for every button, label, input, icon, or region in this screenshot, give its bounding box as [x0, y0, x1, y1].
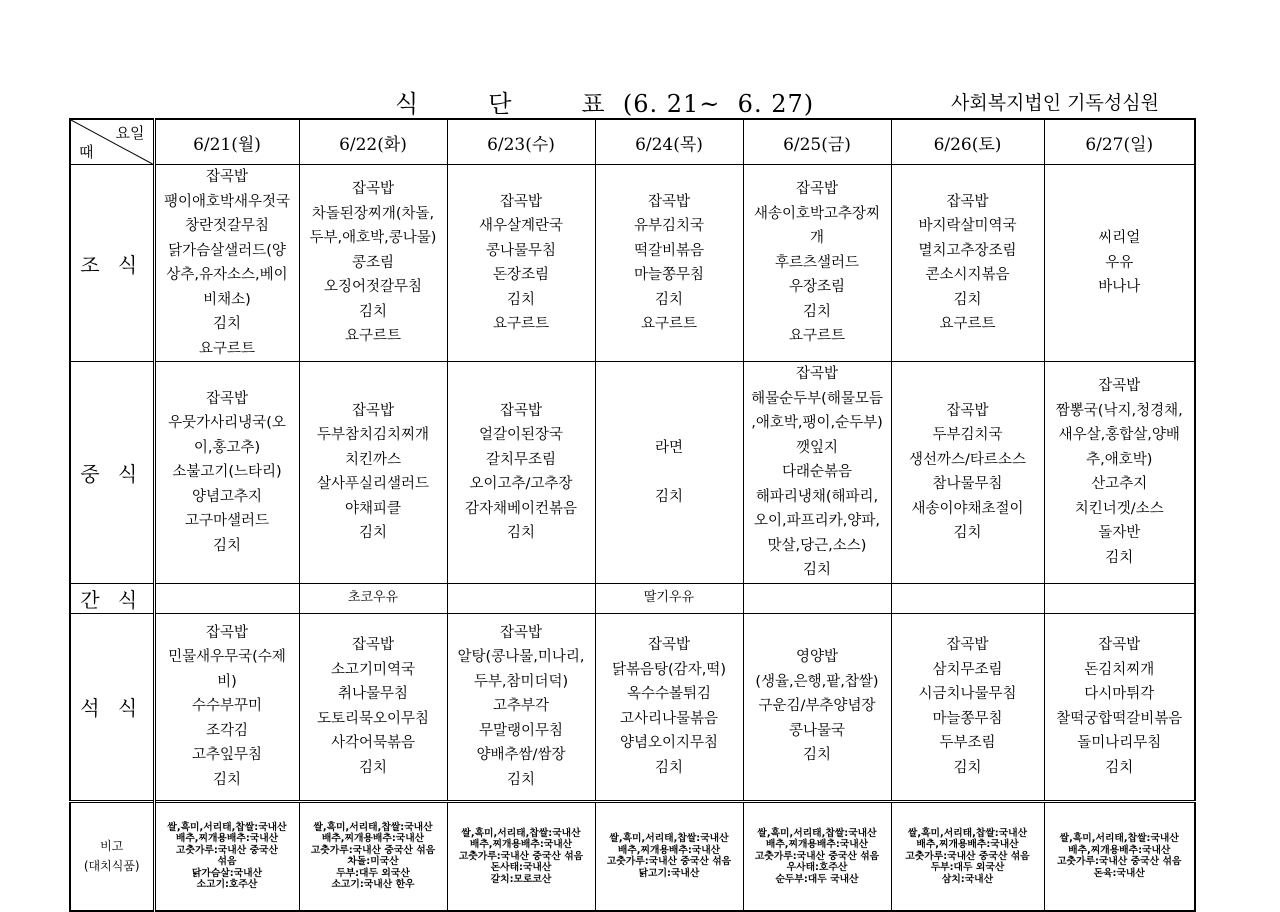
- menu-item: [596, 460, 743, 485]
- menu-item: 잡곡밥: [1098, 637, 1141, 653]
- origin-label-line: (대치식품): [83, 859, 140, 874]
- lunch-cell: [299, 362, 447, 584]
- menu-item: 고사리나물볶음: [619, 710, 719, 727]
- origin-label: [70, 801, 154, 911]
- lunch-cell: [743, 362, 891, 584]
- menu-item: 다시마튀각: [1084, 686, 1155, 702]
- menu-item: 김치: [654, 488, 683, 505]
- menu-item: 잡곡밥: [351, 181, 395, 198]
- origin-line: 쌀,흑미,서리태,찹쌀:국내산: [461, 827, 581, 839]
- menu-item: 양배추쌈/쌈장: [476, 747, 566, 764]
- breakfast-label: 조 식: [70, 165, 154, 362]
- menu-item: 찰떡궁합떡갈비볶음: [1056, 710, 1183, 727]
- menu-item: 김치: [953, 759, 982, 776]
- menu-item: 잡곡밥: [205, 390, 249, 407]
- menu-item: 닭볶음탕(감자,떡): [612, 661, 726, 678]
- menu-item: 깻잎지: [795, 439, 839, 456]
- menu-item: 시금치나물무침: [918, 686, 1017, 702]
- menu-item: 돌미나리무침: [1077, 735, 1162, 751]
- menu-item: 김치: [212, 537, 241, 554]
- day-header: 6/21(월): [154, 119, 299, 165]
- lunch-label: 중 식: [70, 362, 154, 584]
- day-header: 6/23(수): [447, 119, 595, 165]
- menu-item: 창란젓갈무침: [184, 218, 270, 234]
- origin-line: 갈치:모로코산: [490, 873, 552, 885]
- menu-item: 닭가슴살샐러드(양: [168, 242, 286, 259]
- menu-table: [69, 118, 1196, 912]
- origin-cell: [447, 801, 595, 911]
- menu-item: 떡갈비볶음: [633, 242, 705, 259]
- menu-item: 돈김치찌개: [1084, 661, 1155, 678]
- menu-item: 수수부꾸미: [191, 698, 263, 715]
- menu-item: 팽이애호박새우젓국: [163, 193, 291, 210]
- lunch-cell: [1044, 362, 1195, 584]
- menu-item: 콩나물무침: [485, 242, 557, 259]
- menu-item: 우유: [1105, 254, 1134, 271]
- breakfast-cell: [154, 165, 299, 362]
- origin-line: 순두부:대두 국내산: [775, 873, 859, 885]
- menu-item: 김치: [358, 759, 387, 776]
- menu-item: 바지락살미역국: [918, 218, 1017, 234]
- day-header: 6/22(화): [299, 119, 447, 165]
- menu-item: 바나나: [1098, 279, 1141, 296]
- menu-item: 소불고기(느타리): [172, 464, 282, 480]
- menu-item: 비채소): [203, 291, 251, 308]
- origin-line: 고춧가루:국내산 중국산 섞음: [1057, 856, 1182, 868]
- origin-line: 배추,찌개용배추:국내산: [321, 833, 425, 845]
- breakfast-cell: [447, 165, 595, 362]
- corner-cell: [70, 119, 154, 165]
- origin-line: 고춧가루:국내산 중국산 섞음: [606, 856, 732, 868]
- menu-item: 김치: [802, 747, 831, 764]
- menu-item: 잡곡밥: [795, 181, 839, 198]
- menu-item: 김치: [212, 771, 241, 788]
- menu-item: 잡곡밥: [795, 366, 839, 382]
- menu-item: 새송이야채초절이: [911, 500, 1024, 517]
- menu-item: 멸치고추장조림: [918, 242, 1017, 259]
- dinner-cell: [447, 613, 595, 801]
- organization-name: 사회복지법인 기독성심원: [951, 92, 1159, 114]
- dinner-cell: [299, 613, 447, 801]
- menu-item: 우뭇가사리냉국(오: [168, 415, 286, 431]
- menu-item: 콘소시지볶음: [925, 267, 1010, 283]
- menu-item: 삼치무조림: [932, 661, 1003, 678]
- menu-item: 잡곡밥: [647, 637, 691, 653]
- origin-cell: [743, 801, 891, 911]
- header-row: [70, 119, 1195, 165]
- menu-item: 잡곡밥: [205, 624, 249, 641]
- menu-item: 새송이호박고추장찌: [753, 205, 881, 222]
- menu-item: 해물순두부(해물모듬: [751, 390, 883, 407]
- origin-cell: [891, 801, 1044, 911]
- menu-item: 맛살,당근,소스): [767, 537, 867, 554]
- day-header: 6/26(토): [891, 119, 1044, 165]
- menu-item: 잡곡밥: [946, 637, 989, 653]
- snack-cell: [154, 583, 299, 613]
- dinner-cell: [595, 613, 743, 801]
- menu-item: 씨리얼: [1098, 230, 1141, 247]
- snack-cell: [743, 583, 891, 613]
- menu-item: 두부,참미더덕): [473, 673, 569, 690]
- menu-item: 두부참치김치찌개: [316, 427, 430, 444]
- menu-item: 잡곡밥: [1098, 378, 1141, 395]
- menu-item: 요구르트: [344, 328, 402, 345]
- menu-item: 김치: [953, 291, 982, 308]
- dinner-cell: [891, 613, 1044, 801]
- menu-item: 돈장조림: [492, 267, 550, 283]
- origin-line: 쌀,흑미,서리태,찹쌀:국내산: [757, 827, 877, 839]
- dinner-cell: [154, 613, 299, 801]
- origin-line: 쌀,흑미,서리태,찹쌀:국내산: [609, 833, 729, 845]
- origin-line: 닭가슴살:국내산: [191, 867, 263, 879]
- page-title: 식 단 표 (6. 21~ 6. 27): [395, 90, 815, 118]
- menu-item: 잡곡밥: [499, 402, 543, 419]
- lunch-cell: [447, 362, 595, 584]
- origin-line: 차돌:미국산: [347, 856, 399, 868]
- menu-item: 살사푸실리샐러드: [316, 476, 430, 493]
- origin-line: 배추,찌개용배추:국내산: [469, 839, 573, 850]
- menu-item: 잡곡밥: [946, 402, 989, 419]
- menu-item: 김치: [802, 562, 831, 578]
- breakfast-cell: [595, 165, 743, 362]
- menu-item: 잡곡밥: [946, 193, 989, 210]
- menu-item: 옥수수볼튀김: [626, 686, 712, 702]
- breakfast-cell: [1044, 165, 1195, 362]
- menu-item: 다래순볶음: [781, 464, 853, 480]
- menu-item: 후르츠샐러드: [774, 254, 860, 271]
- menu-item: 김치: [506, 525, 535, 542]
- origin-label-line: 비고: [100, 839, 124, 854]
- origin-line: 쌀,흑미,서리태,찹쌀:국내산: [313, 821, 433, 833]
- menu-item: 영양밥: [795, 649, 839, 666]
- menu-item: 새우살,홍합살,양배: [1058, 427, 1180, 444]
- origin-line: 배추,찌개용배추:국내산: [916, 839, 1019, 850]
- menu-item: 라면: [654, 439, 683, 456]
- menu-item: (생율,은행,팥,찹쌀): [755, 673, 879, 690]
- origin-cell: [1044, 801, 1195, 911]
- menu-item: 고추잎무침: [191, 747, 263, 764]
- origin-line: 돈육:국내산: [1093, 867, 1145, 879]
- breakfast-cell: [299, 165, 447, 362]
- menu-item: 참나물무침: [932, 476, 1003, 493]
- menu-item: 해파리냉채(해파리,: [755, 488, 879, 505]
- origin-cell: [154, 801, 299, 911]
- lunch-cell: [891, 362, 1044, 584]
- menu-item: 생선까스/타르소스: [909, 451, 1026, 468]
- menu-item: 콩나물국: [788, 722, 846, 739]
- menu-item: 치킨너겟/소스: [1074, 500, 1164, 517]
- menu-item: 김치: [1105, 549, 1134, 566]
- menu-item: 잡곡밥: [205, 169, 249, 185]
- menu-item: 잡곡밥: [647, 193, 691, 210]
- dinner-cell: [1044, 613, 1195, 801]
- origin-cell: [595, 801, 743, 911]
- origin-line: 고춧가루:국내산 중국산 섞음: [458, 850, 584, 862]
- menu-item: 고추부각: [492, 698, 550, 715]
- snack-label: 간 식: [70, 583, 154, 613]
- origin-line: 배추,찌개용배추:국내산: [617, 844, 721, 856]
- lunch-cell: [595, 362, 743, 584]
- origin-line: 소고기:국내산 한우: [331, 879, 415, 891]
- menu-item: 콩조림: [351, 254, 395, 271]
- menu-item: 상추,유자소스,베이: [166, 267, 288, 283]
- origin-line: 배추,찌개용배추:국내산: [765, 839, 869, 850]
- origin-line: 배추,찌개용배추:국내산: [1068, 844, 1171, 856]
- menu-item: 오징어젓갈무침: [323, 279, 423, 296]
- menu-item: 두부,애호박,콩나물): [309, 230, 437, 247]
- origin-line: 고춧가루:국내산 중국산 섞음: [310, 844, 436, 856]
- day-header: 6/25(금): [743, 119, 891, 165]
- menu-item: 김치: [358, 303, 387, 320]
- menu-item: 김치: [212, 316, 241, 332]
- dinner-row: [70, 613, 1195, 801]
- menu-item: 차돌된장찌개(차돌,: [311, 205, 435, 222]
- menu-item: 도토리묵오이무침: [316, 710, 430, 727]
- menu-item: 김치: [953, 525, 982, 542]
- origin-line: 쌀,흑미,서리태,찹쌀:국내산: [1059, 833, 1179, 845]
- menu-item: 돌자반: [1098, 525, 1141, 542]
- menu-item: 김치: [506, 291, 535, 308]
- menu-item: 감자채베이컨볶음: [464, 500, 578, 517]
- menu-item: 잡곡밥: [351, 402, 395, 419]
- origin-line: 고춧가루:국내산 중국산: [176, 844, 278, 856]
- dinner-label: 석 식: [70, 613, 154, 801]
- menu-item: 김치: [654, 759, 683, 776]
- menu-item: 양념오이지무침: [619, 735, 719, 751]
- menu-item: 얼갈이된장국: [478, 427, 564, 444]
- breakfast-cell: [743, 165, 891, 362]
- menu-item: 야채피클: [344, 500, 402, 517]
- corner-meal-label: 때: [79, 143, 94, 161]
- origin-line: 배추,찌개용배추:국내산: [175, 833, 279, 845]
- menu-item: 김치: [802, 303, 831, 320]
- menu-item: 새우살계란국: [478, 218, 564, 234]
- origin-line: 두부:대두 외국산: [336, 867, 410, 879]
- snack-row: [70, 583, 1195, 613]
- menu-item: 두부김치국: [932, 427, 1003, 444]
- menu-item: 무말랭이무침: [478, 722, 564, 739]
- origin-line: 닭고기:국내산: [638, 867, 700, 879]
- day-header: 6/27(일): [1044, 119, 1195, 165]
- menu-item: 개: [809, 230, 824, 247]
- origin-cell: [299, 801, 447, 911]
- menu-item: 갈치무조림: [485, 451, 557, 468]
- menu-item: 요구르트: [788, 328, 846, 345]
- day-header: 6/24(목): [595, 119, 743, 165]
- menu-item: 김치: [358, 525, 387, 542]
- menu-item: 김치: [506, 771, 535, 788]
- origin-line: 돈사태:국내산: [490, 862, 552, 873]
- menu-item: 취나물무침: [337, 686, 409, 702]
- origin-line: 쌀,흑미,서리태,찹쌀:국내산: [907, 827, 1028, 839]
- menu-item: ,애호박,팽이,순두부): [751, 415, 883, 431]
- dinner-cell: [743, 613, 891, 801]
- origin-line: 삼치:국내산: [941, 873, 994, 885]
- menu-item: 비): [217, 673, 237, 690]
- menu-item: 구운김/부추양념장: [758, 698, 876, 715]
- menu-item: 잡곡밥: [499, 624, 543, 641]
- menu-item: 소고기미역국: [330, 661, 416, 678]
- menu-item: 양념고추지: [191, 488, 263, 505]
- menu-item: 마늘쫑무침: [633, 267, 705, 283]
- menu-item: 오이고추/고추장: [469, 476, 573, 493]
- origin-line: 두부:대두 외국산: [930, 862, 1005, 873]
- breakfast-row: [70, 165, 1195, 362]
- menu-item: 잡곡밥: [499, 193, 543, 210]
- snack-cell: [1044, 583, 1195, 613]
- menu-item: 요구르트: [198, 340, 256, 357]
- snack-cell: 딸기우유: [595, 583, 743, 613]
- origin-row: [70, 801, 1195, 911]
- snack-cell: [891, 583, 1044, 613]
- menu-item: 고구마샐러드: [184, 513, 270, 529]
- menu-item: 두부조림: [939, 735, 996, 751]
- snack-cell: [447, 583, 595, 613]
- origin-line: 소고기:호주산: [196, 879, 258, 891]
- menu-item: 민물새우무국(수제: [168, 649, 286, 666]
- origin-line: 우사태:호주산: [786, 862, 848, 873]
- menu-item: 이,홍고추): [193, 439, 261, 456]
- menu-item: 짬뽕국(낙지,청경채,: [1055, 402, 1183, 419]
- menu-item: 알탕(콩나물,미나리,: [457, 649, 585, 666]
- menu-item: 요구르트: [939, 316, 996, 332]
- origin-line: 고춧가루:국내산 중국산 섞음: [905, 850, 1030, 862]
- menu-item: 추,애호박): [1086, 451, 1153, 468]
- menu-item: 치킨까스: [344, 451, 402, 468]
- origin-line: 쌀,흑미,서리태,찹쌀:국내산: [167, 821, 287, 833]
- menu-item: 요구르트: [492, 316, 550, 332]
- origin-line: 섞음: [217, 856, 237, 868]
- menu-item: 김치: [654, 291, 683, 308]
- lunch-row: [70, 362, 1195, 584]
- breakfast-cell: [891, 165, 1044, 362]
- lunch-cell: [154, 362, 299, 584]
- menu-item: 조각김: [205, 722, 249, 739]
- menu-item: 오이,파프리카,양파,: [754, 513, 880, 529]
- menu-item: 산고추지: [1091, 476, 1148, 493]
- origin-line: 고춧가루:국내산 중국산 섞음: [754, 850, 880, 862]
- corner-day-label: 요일: [115, 124, 145, 142]
- menu-item: 잡곡밥: [351, 637, 395, 653]
- snack-cell: 초코우유: [299, 583, 447, 613]
- menu-item: 사각어묵볶음: [330, 735, 416, 751]
- menu-item: 마늘쫑무침: [932, 710, 1003, 727]
- menu-item: 우장조림: [788, 279, 846, 296]
- menu-item: 유부김치국: [633, 218, 705, 234]
- menu-item: 요구르트: [640, 316, 698, 332]
- menu-item: 김치: [1105, 759, 1134, 776]
